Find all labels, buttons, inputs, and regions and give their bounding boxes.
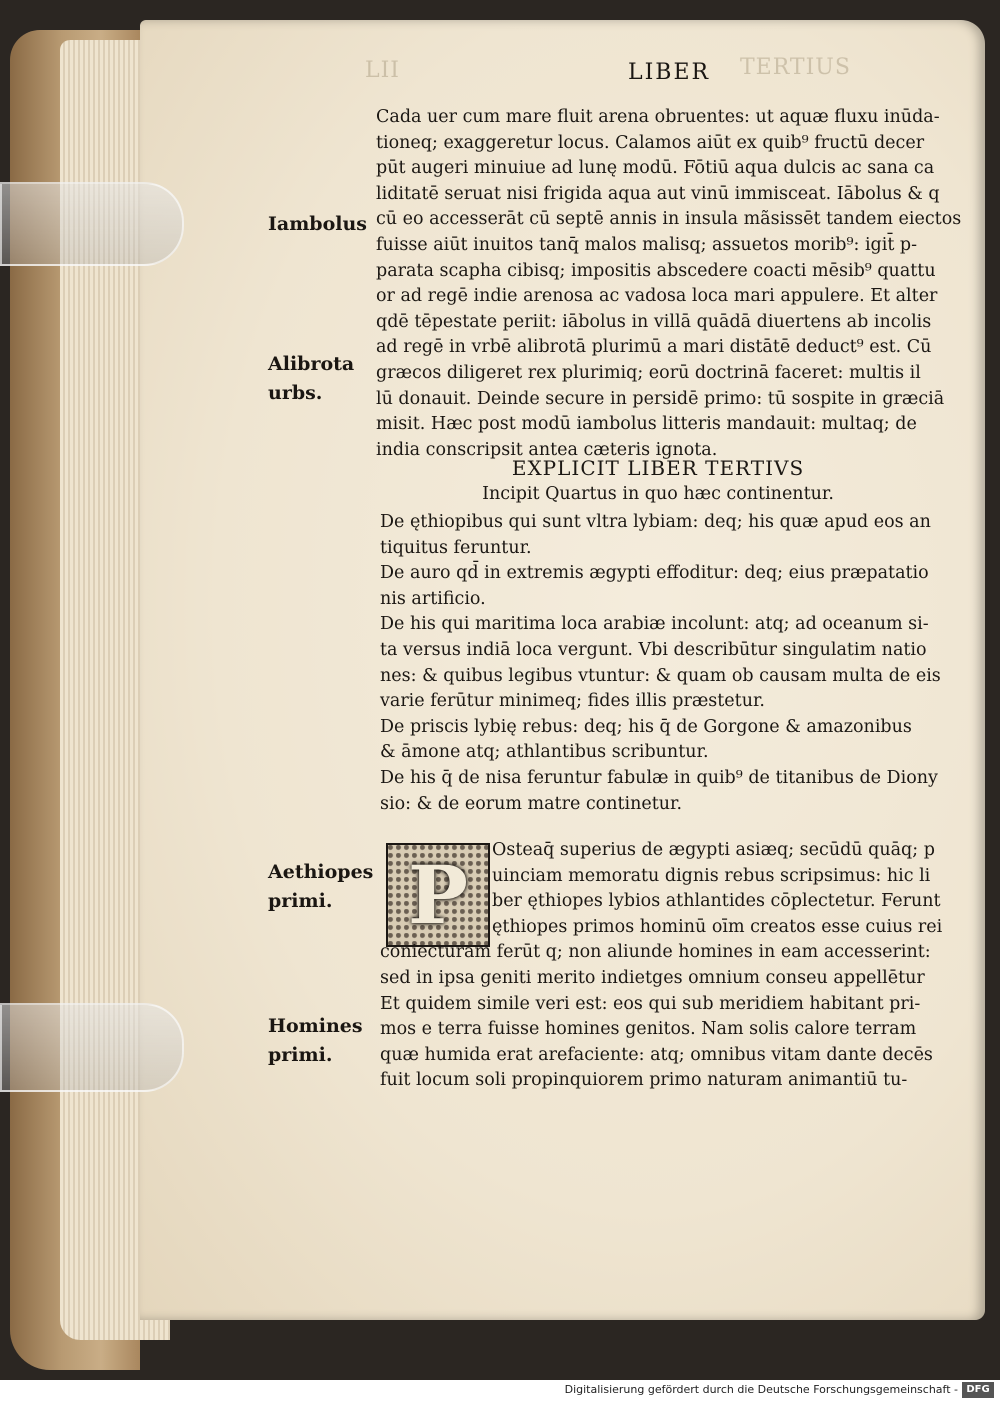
text-line: or ad regē indie arenosa ac vadosa loca mari appulere. Et alter — [376, 286, 938, 307]
text-line: ta versus indiā loca vergunt. Vbi describūtur singulatim natio — [380, 639, 927, 660]
text-line: india conscripsit antea cæteris ignota. — [376, 439, 718, 460]
running-title: LIBER — [628, 60, 711, 85]
text-line: quæ humida erat arefaciente: atq; omnibus vitam dante decēs — [380, 1044, 933, 1065]
text-line: nes: & quibus legibus vtuntur: & quam ob causam multa de eis — [380, 665, 941, 686]
text-line: coniecturam ferūt q; non aliunde homines in eam accesserint: — [380, 942, 931, 963]
margin-note: Aethiopes primi. — [268, 861, 374, 912]
text-line: ad regē in vrbē alibrotā plurimū a mari distātē deduct⁹ est. Cū — [376, 337, 932, 358]
margin-note: Iambolus — [268, 213, 367, 235]
text-line: De priscis lybię rebus: deq; his q̄ de Gorgone & amazonibus — [380, 716, 912, 737]
text-line: cū eo accesserāt cū septē annis in insula mãsissēt tandem eiectos — [376, 209, 962, 230]
show-through-text: TERTIUS — [740, 55, 851, 80]
initial-letter: P — [407, 848, 469, 942]
text-line: nis artificio. — [380, 588, 486, 609]
dfg-logo-icon: DFG — [962, 1382, 994, 1398]
book-strap — [0, 1003, 184, 1092]
section-heading: EXPLICIT LIBER TERTIVS — [511, 456, 805, 480]
text-line: fuisse aiūt inuitos tanq̄ malos malisq; assuetos morib⁹: igit̄ p- — [376, 234, 918, 255]
text-line: fuit locum soli propinquiorem primo naturam animantiū tu- — [380, 1070, 908, 1091]
text-line: sio: & de eorum matre continetur. — [380, 793, 683, 814]
text-line: tioneq; exaggeretur locus. Calamos aiūt ex quib⁹ fructū decer — [376, 132, 925, 153]
text-line: Et quidem simile veri est: eos qui sub meridiem habitant pri- — [380, 993, 921, 1014]
text-block-book-three-end — [376, 105, 961, 463]
text-line: græcos diligeret rex plurimiq; eorū doctrinā faceret: multis il — [376, 362, 921, 383]
text-line: & āmone atq; athlantibus scribuntur. — [380, 742, 709, 763]
text-block-contents — [380, 510, 941, 817]
footer-bar — [0, 1380, 1000, 1401]
text-line: ber ęthiopes lybios athlantides cōplectetur. Ferunt — [492, 891, 941, 912]
text-line: Cada uer cum mare fluit arena obruentes: ut aquæ fluxu inūda- — [376, 107, 940, 127]
text-line: liditatē seruat nisi frigida aqua aut vinū immisceat. Iābolus & q — [376, 183, 940, 204]
text-line: Osteaq̄ superius de ægypti asiæq; secūdū quāq; p — [492, 840, 935, 860]
text-line: sed in ipsa geniti merito indietges omnium conseu appellētur — [380, 967, 925, 988]
text-line: qdē tēpestate periit: iābolus in villā quādā diuertens ab incolis — [376, 311, 932, 332]
text-line: mos e terra fuisse homines genitos. Nam solis calore terram — [380, 1019, 917, 1040]
text-line: De his q̄ de nisa feruntur fabulæ in quib⁹ de titanibus de Diony — [380, 767, 938, 788]
text-line: De auro qd̄ in extremis ægypti effoditur: deq; eius præpatatio — [380, 563, 929, 584]
text-line: parata scapha cibisq; impositis abscedere coacti mēsib⁹ quattu — [376, 260, 936, 281]
text-line: pūt augeri minuiue ad lunę modū. Fōtiū aqua dulcis ac sana ca — [376, 158, 935, 179]
margin-note: Alibrota urbs. — [268, 353, 355, 404]
text-line: varie ferūtur minimeq; fides illis præstetur. — [380, 691, 765, 712]
text-line: tiquitus feruntur. — [380, 537, 532, 558]
text-line: De ęthiopibus qui sunt vltra lybiam: deq; his quæ apud eos an — [380, 512, 931, 532]
book-strap — [0, 182, 184, 266]
text-line: lū donauit. Deinde secure in persidē primo: tū sospite in græciā — [376, 388, 945, 409]
text-line: ęthiopes primos hominū oīm creatos esse cuius rei — [492, 916, 943, 937]
text-line: uinciam memoratu dignis rebus scripsimus: hic li — [492, 865, 931, 886]
text-line: De his qui maritima loca arabiæ incolunt: atq; ad oceanum si- — [380, 614, 929, 635]
funding-notice: Digitalisierung gefördert durch die Deutsche Forschungsgemeinschaft - — [564, 1383, 958, 1396]
text-line: misit. Hæc post modū iambolus litteris mandauit: multaq; de — [376, 414, 917, 435]
text-block-book-four-start — [380, 838, 942, 1094]
section-subheading: Incipit Quartus in quo hæc continentur. — [482, 484, 834, 504]
margin-note: Homines primi. — [268, 1015, 363, 1066]
show-through-text: LII — [365, 58, 400, 83]
